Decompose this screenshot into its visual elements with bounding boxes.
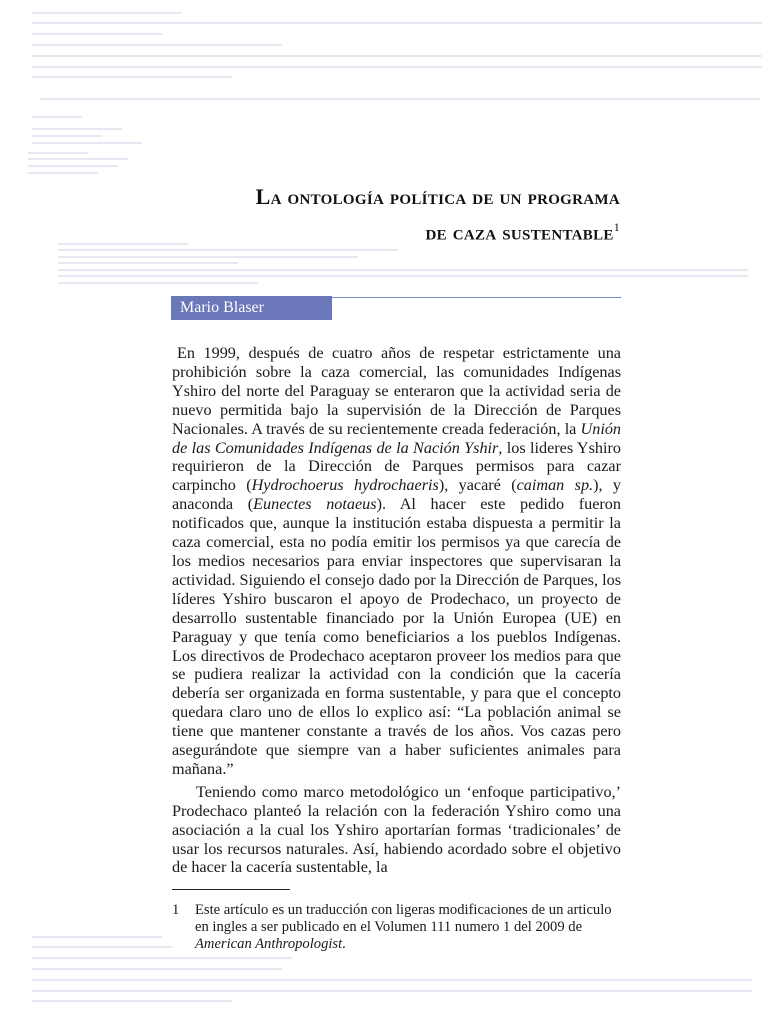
footnote-text: Este artículo es un traducción con ligeras modificaciones de un articulo en ingles a ser publicado en el Volumen 111 numero 1 del 2009 de American Anthropologist. bbox=[195, 902, 612, 952]
footnote bbox=[172, 902, 621, 953]
paragraph-1: En 1999, después de cuatro años de respetar estrictamente una prohibición sobre la caza comercial, las comunidades Indígenas Yshiro del norte del Paraguay se enteraron que la actividad seria de nuevo permitida bajo la supervisión de la Dirección de Parques Nacionales. A través de su recientemente creada federación, la Unión de las Comunidades Indígenas de la Nación Yshir, los lideres Yshiro requirieron de la Dirección de Parques permisos para cazar carpincho (Hydrochoerus hydrochaeris), yacaré (caiman sp.), y anaconda (Eunectes notaeus). Al hacer este pedido fueron notificados que, aunque la institución estaba dispuesta a permitir la caza comercial, esta no podía emitir los permisos ya que carecía de los medios necesarios para enviar inspectores que supervisaran la actividad. Siguiendo el consejo dado por la Dirección de Parques, los líderes Yshiro buscaron el apoyo de Prodechaco, un proyecto de desarrollo sustentable financiado por la Unión Europea (UE) en Paraguay y que tenía como beneficiarios a los pueblos Indígenas. Los directivos de Prodechaco aceptaron proveer los medios para que se pudiera realizar la actividad con la condición que la cacería debería ser organizada en forma sustentable, y para que el concepto quedara claro uno de ellos lo explico así: “La población animal se tiene que mantener constante a través de los años. Vos cazas pero asegurándote que siempre van a haber suficientes animales para mañana.” bbox=[172, 344, 621, 778]
title-line-1: La ontología política de un programa bbox=[255, 184, 620, 209]
footnote-divider bbox=[172, 889, 290, 890]
article-title bbox=[100, 182, 620, 247]
title-footnote-marker: 1 bbox=[613, 220, 620, 234]
footnote-number: 1 bbox=[172, 902, 180, 918]
title-line-2: de caza sustentable bbox=[425, 219, 614, 245]
author-name: Mario Blaser bbox=[171, 296, 332, 320]
article-body bbox=[172, 344, 621, 877]
paragraph-2: Teniendo como marco metodológico un ‘enfoque participativo,’ Prodechaco planteó la relación con la federación Yshiro como una asociación a la cual los Yshiro aportarían formas ‘tradicionales’ de usar los recursos naturales. Así, habiendo acordado sobre el objetivo de hacer la cacería sustentable, la bbox=[172, 782, 621, 877]
